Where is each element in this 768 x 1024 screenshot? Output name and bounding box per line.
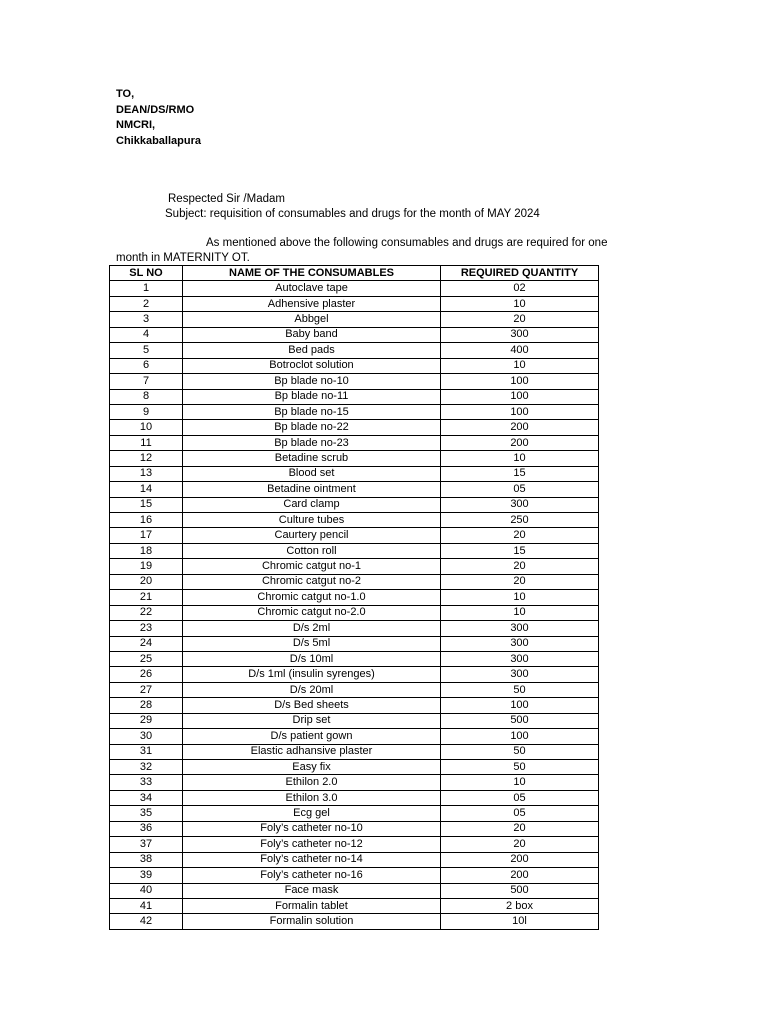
cell-sl-no: 25 <box>110 651 183 666</box>
cell-sl-no: 40 <box>110 883 183 898</box>
cell-name: D/s patient gown <box>183 729 441 744</box>
cell-quantity: 100 <box>441 729 599 744</box>
cell-quantity: 10 <box>441 358 599 373</box>
cell-name: Abbgel <box>183 312 441 327</box>
table-row <box>110 605 599 620</box>
cell-sl-no: 21 <box>110 590 183 605</box>
cell-sl-no: 42 <box>110 914 183 929</box>
cell-name: D/s 5ml <box>183 636 441 651</box>
cell-sl-no: 1 <box>110 281 183 296</box>
table-row <box>110 651 599 666</box>
cell-quantity: 20 <box>441 837 599 852</box>
cell-name: Foly’s catheter no-10 <box>183 821 441 836</box>
header-sl-no: SL NO <box>110 266 183 281</box>
cell-quantity: 100 <box>441 374 599 389</box>
cell-quantity: 300 <box>441 621 599 636</box>
address-line: Chikkaballapura <box>116 134 201 147</box>
table-row <box>110 420 599 435</box>
cell-quantity: 20 <box>441 574 599 589</box>
cell-sl-no: 41 <box>110 898 183 913</box>
cell-sl-no: 12 <box>110 451 183 466</box>
cell-name: D/s 20ml <box>183 682 441 697</box>
cell-quantity: 05 <box>441 482 599 497</box>
cell-name: Drip set <box>183 713 441 728</box>
table-row <box>110 482 599 497</box>
cell-name: Card clamp <box>183 497 441 512</box>
cell-name: D/s 2ml <box>183 621 441 636</box>
table-row <box>110 806 599 821</box>
cell-sl-no: 39 <box>110 868 183 883</box>
table-row <box>110 374 599 389</box>
cell-sl-no: 19 <box>110 559 183 574</box>
table-row <box>110 775 599 790</box>
table-row <box>110 852 599 867</box>
cell-name: Easy fix <box>183 760 441 775</box>
cell-quantity: 500 <box>441 713 599 728</box>
cell-sl-no: 13 <box>110 466 183 481</box>
cell-quantity: 200 <box>441 435 599 450</box>
recipient-address <box>116 87 201 149</box>
cell-sl-no: 4 <box>110 327 183 342</box>
cell-quantity: 200 <box>441 420 599 435</box>
cell-name: D/s 10ml <box>183 651 441 666</box>
cell-sl-no: 38 <box>110 852 183 867</box>
cell-name: Foly’s catheter no-12 <box>183 837 441 852</box>
cell-quantity: 300 <box>441 651 599 666</box>
cell-quantity: 300 <box>441 667 599 682</box>
cell-name: Culture tubes <box>183 513 441 528</box>
cell-name: Face mask <box>183 883 441 898</box>
cell-quantity: 200 <box>441 868 599 883</box>
cell-quantity: 20 <box>441 312 599 327</box>
cell-sl-no: 28 <box>110 698 183 713</box>
cell-sl-no: 18 <box>110 543 183 558</box>
cell-sl-no: 23 <box>110 621 183 636</box>
table-row <box>110 543 599 558</box>
cell-name: Bp blade no-23 <box>183 435 441 450</box>
cell-quantity: 2 box <box>441 898 599 913</box>
cell-name: Foly’s catheter no-16 <box>183 868 441 883</box>
cell-quantity: 100 <box>441 404 599 419</box>
table-row <box>110 451 599 466</box>
cell-name: Bp blade no-15 <box>183 404 441 419</box>
cell-name: D/s Bed sheets <box>183 698 441 713</box>
cell-name: D/s 1ml (insulin syrenges) <box>183 667 441 682</box>
consumables-table <box>109 265 599 930</box>
table-row <box>110 343 599 358</box>
table-row <box>110 466 599 481</box>
cell-quantity: 05 <box>441 806 599 821</box>
header-quantity: REQUIRED QUANTITY <box>441 266 599 281</box>
cell-name: Bp blade no-11 <box>183 389 441 404</box>
cell-sl-no: 5 <box>110 343 183 358</box>
cell-quantity: 50 <box>441 760 599 775</box>
table-row <box>110 744 599 759</box>
address-line: NMCRI, <box>116 119 156 131</box>
cell-sl-no: 11 <box>110 435 183 450</box>
cell-sl-no: 8 <box>110 389 183 404</box>
table-row <box>110 358 599 373</box>
cell-name: Adhensive plaster <box>183 296 441 311</box>
table-body <box>110 281 599 929</box>
cell-name: Bed pads <box>183 343 441 358</box>
cell-quantity: 500 <box>441 883 599 898</box>
address-line: DEAN/DS/RMO <box>116 103 195 116</box>
cell-sl-no: 26 <box>110 667 183 682</box>
cell-quantity: 20 <box>441 528 599 543</box>
table-row <box>110 821 599 836</box>
table-header-row <box>110 266 599 281</box>
cell-name: Cotton roll <box>183 543 441 558</box>
intro-paragraph <box>116 236 636 266</box>
table-row <box>110 404 599 419</box>
cell-quantity: 50 <box>441 744 599 759</box>
table-row <box>110 868 599 883</box>
cell-name: Ecg gel <box>183 806 441 821</box>
cell-name: Chromic catgut no-1.0 <box>183 590 441 605</box>
cell-quantity: 10 <box>441 605 599 620</box>
cell-sl-no: 15 <box>110 497 183 512</box>
cell-name: Baby band <box>183 327 441 342</box>
table-row <box>110 574 599 589</box>
cell-name: Elastic adhansive plaster <box>183 744 441 759</box>
table-row <box>110 513 599 528</box>
cell-quantity: 05 <box>441 790 599 805</box>
table-row <box>110 435 599 450</box>
cell-name: Bp blade no-22 <box>183 420 441 435</box>
table-row <box>110 621 599 636</box>
cell-name: Chromic catgut no-2 <box>183 574 441 589</box>
cell-quantity: 20 <box>441 559 599 574</box>
table-row <box>110 497 599 512</box>
cell-name: Caurtery pencil <box>183 528 441 543</box>
cell-sl-no: 6 <box>110 358 183 373</box>
cell-quantity: 10l <box>441 914 599 929</box>
cell-sl-no: 36 <box>110 821 183 836</box>
cell-quantity: 300 <box>441 497 599 512</box>
table-row <box>110 760 599 775</box>
cell-quantity: 15 <box>441 543 599 558</box>
table-row <box>110 281 599 296</box>
cell-quantity: 02 <box>441 281 599 296</box>
cell-quantity: 15 <box>441 466 599 481</box>
cell-quantity: 10 <box>441 775 599 790</box>
table-row <box>110 898 599 913</box>
cell-quantity: 300 <box>441 327 599 342</box>
cell-sl-no: 32 <box>110 760 183 775</box>
cell-sl-no: 35 <box>110 806 183 821</box>
cell-sl-no: 9 <box>110 404 183 419</box>
cell-sl-no: 27 <box>110 682 183 697</box>
cell-sl-no: 31 <box>110 744 183 759</box>
cell-quantity: 100 <box>441 389 599 404</box>
header-name: NAME OF THE CONSUMABLES <box>183 266 441 281</box>
intro-line: month in MATERNITY OT. <box>116 252 250 264</box>
table-row <box>110 729 599 744</box>
address-line: TO, <box>116 88 135 100</box>
cell-name: Formalin solution <box>183 914 441 929</box>
table-row <box>110 883 599 898</box>
cell-quantity: 250 <box>441 513 599 528</box>
cell-sl-no: 34 <box>110 790 183 805</box>
cell-sl-no: 30 <box>110 729 183 744</box>
cell-quantity: 10 <box>441 296 599 311</box>
table-row <box>110 667 599 682</box>
cell-name: Blood set <box>183 466 441 481</box>
cell-sl-no: 3 <box>110 312 183 327</box>
table-row <box>110 590 599 605</box>
cell-quantity: 10 <box>441 590 599 605</box>
cell-quantity: 200 <box>441 852 599 867</box>
table-row <box>110 389 599 404</box>
cell-sl-no: 22 <box>110 605 183 620</box>
table-row <box>110 713 599 728</box>
table-row <box>110 296 599 311</box>
cell-name: Chromic catgut no-2.0 <box>183 605 441 620</box>
cell-sl-no: 2 <box>110 296 183 311</box>
cell-name: Bp blade no-10 <box>183 374 441 389</box>
table-row <box>110 837 599 852</box>
cell-sl-no: 10 <box>110 420 183 435</box>
cell-name: Betadine scrub <box>183 451 441 466</box>
table-row <box>110 682 599 697</box>
cell-sl-no: 16 <box>110 513 183 528</box>
intro-line: As mentioned above the following consumables and drugs are required for one <box>206 237 608 249</box>
cell-quantity: 20 <box>441 821 599 836</box>
table-row <box>110 312 599 327</box>
cell-sl-no: 17 <box>110 528 183 543</box>
cell-sl-no: 7 <box>110 374 183 389</box>
cell-quantity: 400 <box>441 343 599 358</box>
salutation: Respected Sir /Madam <box>168 193 285 205</box>
table-row <box>110 559 599 574</box>
subject-line: Subject: requisition of consumables and drugs for the month of MAY 2024 <box>165 208 540 220</box>
table-row <box>110 698 599 713</box>
table-row <box>110 528 599 543</box>
cell-sl-no: 20 <box>110 574 183 589</box>
cell-name: Foly’s catheter no-14 <box>183 852 441 867</box>
table-row <box>110 914 599 929</box>
cell-sl-no: 37 <box>110 837 183 852</box>
cell-name: Betadine ointment <box>183 482 441 497</box>
cell-quantity: 100 <box>441 698 599 713</box>
cell-sl-no: 24 <box>110 636 183 651</box>
table-row <box>110 790 599 805</box>
cell-quantity: 50 <box>441 682 599 697</box>
cell-name: Autoclave tape <box>183 281 441 296</box>
cell-name: Ethilon 2.0 <box>183 775 441 790</box>
cell-name: Chromic catgut no-1 <box>183 559 441 574</box>
cell-sl-no: 29 <box>110 713 183 728</box>
cell-name: Botroclot solution <box>183 358 441 373</box>
cell-sl-no: 33 <box>110 775 183 790</box>
table-row <box>110 327 599 342</box>
cell-name: Ethilon 3.0 <box>183 790 441 805</box>
table-row <box>110 636 599 651</box>
cell-quantity: 300 <box>441 636 599 651</box>
cell-quantity: 10 <box>441 451 599 466</box>
cell-name: Formalin tablet <box>183 898 441 913</box>
cell-sl-no: 14 <box>110 482 183 497</box>
